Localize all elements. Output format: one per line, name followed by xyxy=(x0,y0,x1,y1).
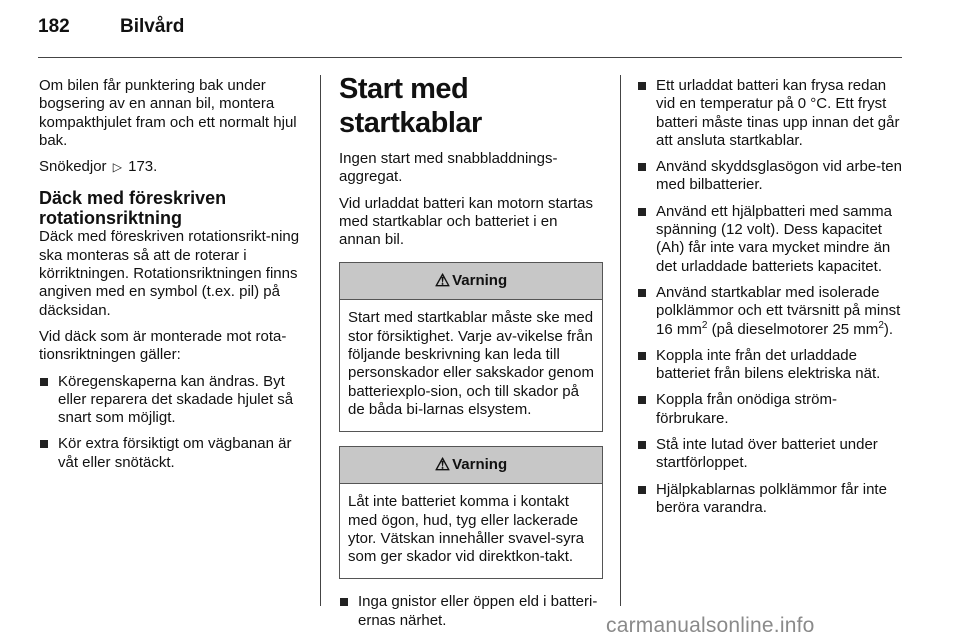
section-heading: Däck med föreskriven rotationsriktning xyxy=(39,188,227,229)
bullet-square-icon xyxy=(638,352,646,360)
paragraph: Ingen start med snabbladdnings-aggregat. xyxy=(339,150,558,186)
column-divider xyxy=(320,75,321,606)
chapter-title: Start med startkablar xyxy=(339,73,482,139)
page-reference-icon: ▷ xyxy=(112,160,122,175)
warning-triangle-icon: ⚠ xyxy=(434,271,451,291)
bullet-square-icon xyxy=(638,82,646,90)
bullet-square-icon xyxy=(340,598,348,606)
list-item: Kör extra försiktigt om vägbanan är våt eller snötäckt. xyxy=(39,435,309,472)
bullet-square-icon xyxy=(638,208,646,216)
warning-text: Start med startkablar måste ske med stor försiktighet. Varje av-vikelse från följande beskrivning kan leda till personskador eller sakskador genom batteriexplo-sion, och till skador på de båda bi-larnas elsystem. xyxy=(348,309,594,418)
column-left xyxy=(39,77,309,480)
paragraph: Om bilen får punktering bak under bogsering av en annan bil, montera kompakthjulet fram och ett normalt hjul bak. xyxy=(39,77,297,149)
bullet-square-icon xyxy=(40,378,48,386)
warning-label: Varning xyxy=(452,272,508,290)
page-reference-link[interactable]: 173. xyxy=(128,158,158,176)
list-item: Koppla inte från det urladdade batteriet från bilens elektriska nät. xyxy=(637,347,905,384)
warning-triangle-icon: ⚠ xyxy=(434,455,451,475)
section-title: Bilvård xyxy=(120,16,185,37)
header-rule xyxy=(38,57,902,58)
warning-text: Låt inte batteriet komma i kontakt med ögon, hud, tyg eller lackerade ytor. Vätskan innehåller svavel-syra som ger skador vid direktkon-takt. xyxy=(348,493,584,566)
watermark: carmanualsonline.info xyxy=(606,614,815,637)
column-middle xyxy=(339,72,603,638)
paragraph: Vid urladdat batteri kan motorn startas med startkablar och batteriet i en annan bil. xyxy=(339,194,594,249)
column-divider xyxy=(620,75,621,606)
paragraph-reference xyxy=(39,158,309,176)
warning-label: Varning xyxy=(452,456,508,474)
column-right xyxy=(637,77,905,525)
list-item: Ett urladdat batteri kan frysa redan vid en temperatur på 0 °C. Ett fryst batteri måste tinas upp innan det går att ansluta startkablar. xyxy=(637,77,905,150)
list-item: Använd startkablar med isolerade polklämmor och ett tvärsnitt på minst 16 $mm^2$ (på dieselmotorer 25 $mm^2$). xyxy=(637,284,905,339)
list-item: Köregenskaperna kan ändras. Byt eller reparera det skadade hjulet så snart som möjligt. xyxy=(39,373,309,428)
bullet-list xyxy=(39,373,309,472)
list-item: Använd ett hjälpbatteri med samma spänning (12 volt). Dess kapacitet (Ah) får inte vara mycket mindre än det urladdade batteriets kapacitet. xyxy=(637,203,905,276)
list-item: Hjälpkablarnas polklämmor får inte beröra varandra. xyxy=(637,481,905,518)
warning-header xyxy=(340,447,602,484)
bullet-square-icon xyxy=(638,163,646,171)
bullet-square-icon xyxy=(638,289,646,297)
list-item: Koppla från onödiga ström-förbrukare. xyxy=(637,391,905,428)
paragraph: Vid däck som är monterade mot rota-tionsriktningen gäller: xyxy=(39,327,287,364)
bullet-list xyxy=(339,593,603,630)
warning-header xyxy=(340,263,602,300)
list-item: Stå inte lutad över batteriet under startförloppet. xyxy=(637,436,905,473)
bullet-square-icon xyxy=(638,396,646,404)
bullet-list xyxy=(637,77,905,517)
bullet-square-icon xyxy=(638,441,646,449)
list-item: Inga gnistor eller öppen eld i batteri-ernas närhet. xyxy=(339,593,603,630)
page-number: 182 xyxy=(38,16,70,37)
warning-box xyxy=(339,446,603,579)
warning-box xyxy=(339,262,603,432)
bullet-square-icon xyxy=(40,440,48,448)
paragraph: Däck med föreskriven rotationsrikt-ning ska monteras så att de roterar i körriktningen. Rotationsriktningen finns angiven med en symbol (t.ex. pil) på däcksidan. xyxy=(39,228,300,319)
list-item: Använd skyddsglasögon vid arbe-ten med bilbatterier. xyxy=(637,158,905,195)
bullet-square-icon xyxy=(638,486,646,494)
paragraph-text: Snökedjor xyxy=(39,158,107,176)
